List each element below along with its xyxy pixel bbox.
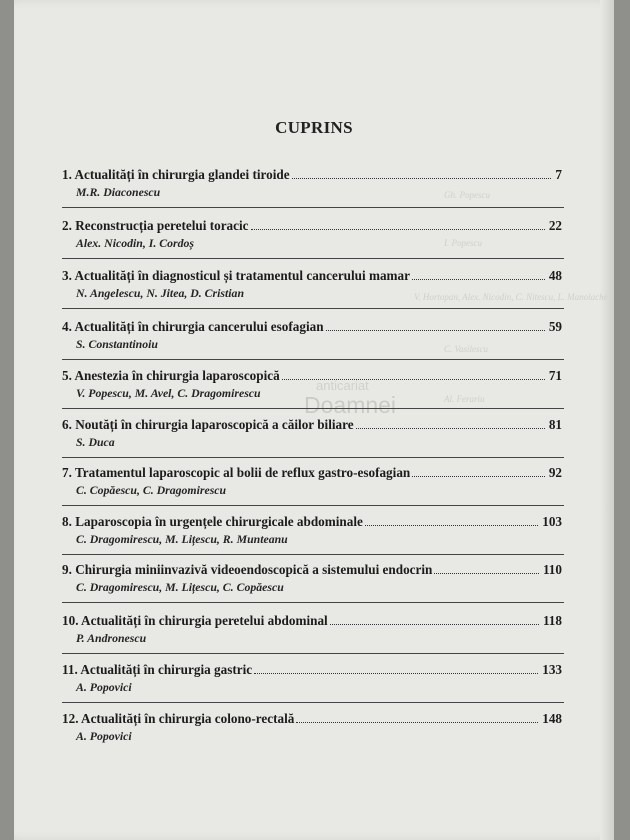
toc-entry-line (62, 609, 562, 629)
page-number: 92 (548, 465, 562, 480)
dot-leader (254, 672, 538, 674)
entry-divider (62, 702, 564, 703)
chapter-title: 8. Laparoscopia în urgențele chirurgicale abdominale (62, 514, 363, 529)
chapter-author: M.R. Diaconescu (76, 185, 161, 199)
dot-leader (330, 623, 539, 625)
chapter-author: S. Duca (76, 435, 115, 449)
chapter-title: 7. Tratamentul laparoscopic al bolii de reflux gastro-esofagian (62, 465, 411, 480)
toc-entry-line (62, 413, 562, 433)
page-number: 59 (548, 319, 562, 334)
dot-leader (434, 572, 539, 574)
watermark-subtitle: anticariat (316, 378, 369, 393)
dot-leader (412, 278, 545, 280)
dot-leader (251, 228, 545, 230)
chapter-author: Alex. Nicodin, I. Cordoș (76, 236, 194, 250)
chapter-author: C. Dragomirescu, M. Lițescu, R. Munteanu (76, 532, 288, 546)
entry-divider (62, 505, 564, 506)
dot-leader (282, 378, 545, 380)
chapter-title: 10. Actualități în chirurgia peretelui abdominal (62, 613, 328, 628)
page-number: 48 (548, 268, 562, 283)
chapter-title: 6. Noutăți în chirurgia laparoscopică a căilor biliare (62, 417, 354, 432)
toc-entry-line (62, 558, 562, 578)
bleed-through-text: V. Hortopan, Alex. Nicodin, C. Nitescu, L. Manolache (414, 292, 608, 302)
page-number: 103 (542, 514, 562, 529)
dot-leader (296, 721, 538, 723)
entry-divider (62, 207, 564, 208)
page-number: 71 (548, 368, 562, 383)
page-number: 118 (542, 613, 562, 628)
chapter-author: V. Popescu, M. Avel, C. Dragomirescu (76, 386, 261, 400)
page-number: 22 (548, 218, 562, 233)
toc-entry-line (62, 707, 562, 727)
chapter-title: 3. Actualități în diagnosticul și tratamentul cancerului mamar (62, 268, 410, 283)
chapter-author: A. Popovici (76, 729, 132, 743)
chapter-author: C. Copăescu, C. Dragomirescu (76, 483, 227, 497)
watermark-title: Doamnei (304, 392, 397, 418)
page-number: 7 (555, 167, 562, 182)
page-number: 133 (542, 662, 562, 677)
toc-entry-line (62, 264, 562, 284)
toc-entry-line (62, 315, 562, 335)
chapter-author: A. Popovici (76, 680, 132, 694)
chapter-title: 4. Actualități în chirurgia cancerului esofagian (62, 319, 324, 334)
chapter-title: 2. Reconstrucția peretelui toracic (62, 218, 249, 233)
page-title: CUPRINS (275, 118, 353, 137)
bleed-through-text: Gh. Popescu (444, 190, 490, 200)
dot-leader (326, 329, 545, 331)
bleed-through-text: C. Vasilescu (444, 344, 488, 354)
chapter-author: N. Angelescu, N. Jitea, D. Cristian (76, 286, 245, 300)
entry-divider (62, 554, 564, 555)
entry-divider (62, 457, 564, 458)
page-number: 81 (548, 417, 562, 432)
entry-divider (62, 359, 564, 360)
dot-leader (292, 177, 552, 179)
chapter-title: 11. Actualități în chirurgia gastric (62, 662, 253, 677)
chapter-author: P. Andronescu (76, 631, 147, 645)
page-number: 110 (542, 562, 562, 577)
chapter-author: C. Dragomirescu, M. Lițescu, C. Copăescu (76, 580, 284, 594)
entry-divider (62, 408, 564, 409)
toc-entry-line (62, 214, 562, 234)
chapter-title: 9. Chirurgia miniinvazivă videoendoscopică a sistemului endocrin (62, 562, 433, 577)
chapter-title: 1. Actualități în chirurgia glandei tiroide (62, 167, 290, 182)
bleed-through-text: Al. Ferariu (444, 394, 485, 404)
chapter-title: 12. Actualități în chirurgia colono-rectală (62, 711, 295, 726)
entry-divider (62, 653, 564, 654)
toc-entry-line (62, 364, 562, 384)
entry-divider (62, 308, 564, 309)
entry-divider (62, 602, 564, 603)
dot-leader (356, 427, 545, 429)
entry-divider (62, 258, 564, 259)
toc-entry-line (62, 658, 562, 678)
page-number: 148 (542, 711, 562, 726)
chapter-title: 5. Anestezia în chirurgia laparoscopică (62, 368, 280, 383)
bleed-through-text: I. Popescu (444, 238, 482, 248)
book-page (14, 0, 614, 840)
dot-leader (412, 475, 545, 477)
toc-entry-line (62, 163, 562, 183)
chapter-author: S. Constantinoiu (76, 337, 158, 351)
dot-leader (365, 524, 538, 526)
toc-entry-line (62, 461, 562, 481)
toc-entry-line (62, 510, 562, 530)
